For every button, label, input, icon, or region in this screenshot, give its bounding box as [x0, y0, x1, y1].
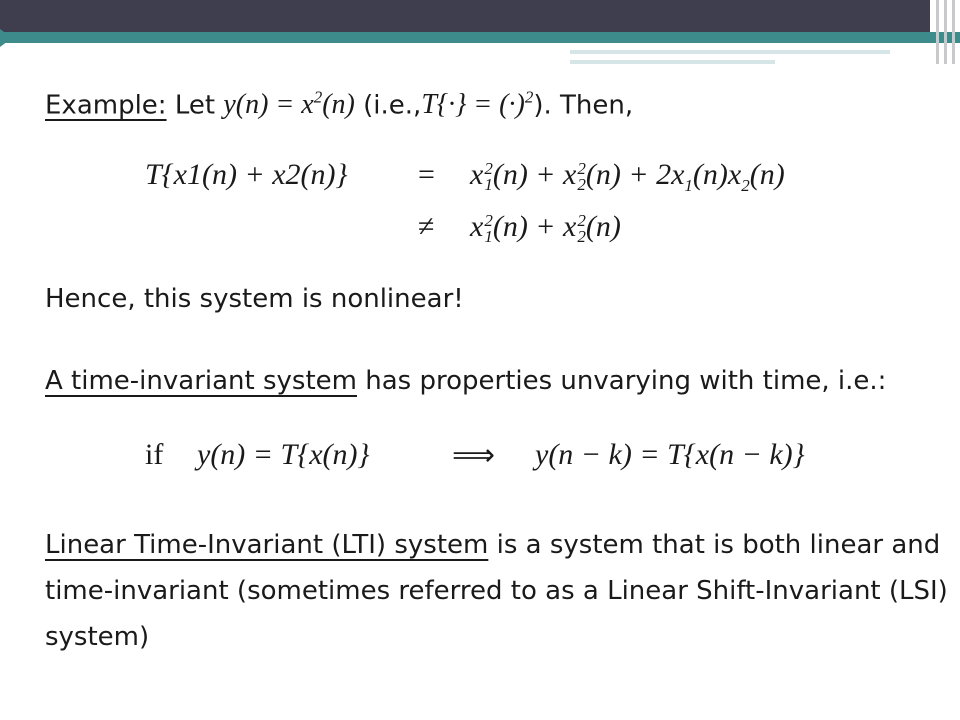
equation-rhs-expanded: x 2 1 (n) + x 2 2 $(n) + 2x_1(n)x_2(n)$ — [470, 158, 785, 195]
time-invariant-line — [45, 366, 886, 396]
example-label: Example: — [45, 90, 167, 121]
lti-term: Linear Time-Invariant (LTI) system — [45, 530, 489, 560]
slide-accent-bar — [0, 32, 960, 43]
example-paren-open: (i.e., — [363, 90, 422, 121]
lti-line-3: system) — [45, 622, 150, 652]
equation-lhs: T{x1(n) + x2(n)} — [145, 158, 348, 191]
slide-header-bar — [0, 0, 930, 32]
lti-desc: is a system that is both linear and — [496, 530, 941, 560]
example-operator: $T\{\cdot\} = (\cdot)^2$ — [421, 88, 534, 121]
edge-stripe — [944, 0, 947, 64]
example-lead: Let — [174, 90, 216, 121]
accent-line — [570, 60, 775, 64]
equation-not-equal: ≠ — [418, 210, 435, 243]
edge-stripe — [952, 0, 955, 64]
lti-line-2: time-invariant (sometimes referred to as a Linear Shift-Invariant (LSI) — [45, 576, 948, 606]
example-then: Then, — [560, 90, 634, 121]
if-right-equation: y(n − k) = T{x(n − k)} — [535, 438, 805, 471]
if-keyword: if — [145, 438, 164, 471]
lti-line-1 — [45, 530, 940, 560]
implies-arrow-icon: ⟹ — [452, 439, 496, 472]
if-left-equation: y(n) = T{x(n)} — [197, 438, 370, 471]
accent-arrow-icon — [0, 29, 12, 47]
accent-line — [570, 50, 890, 54]
example-line — [45, 88, 633, 121]
nonlinear-conclusion: Hence, this system is nonlinear! — [45, 284, 464, 314]
edge-stripe — [936, 0, 939, 64]
equation-equals: = — [418, 158, 435, 191]
equation-rhs-sum: x 2 1 (n) + x 2 2 (n) — [470, 210, 621, 247]
example-paren-close: ). — [533, 90, 552, 121]
time-invariant-term: A time-invariant system — [45, 366, 357, 396]
time-invariant-desc: has properties unvarying with time, i.e.: — [365, 366, 887, 396]
example-def: $y(n) = x^2(n)$ — [223, 88, 355, 121]
